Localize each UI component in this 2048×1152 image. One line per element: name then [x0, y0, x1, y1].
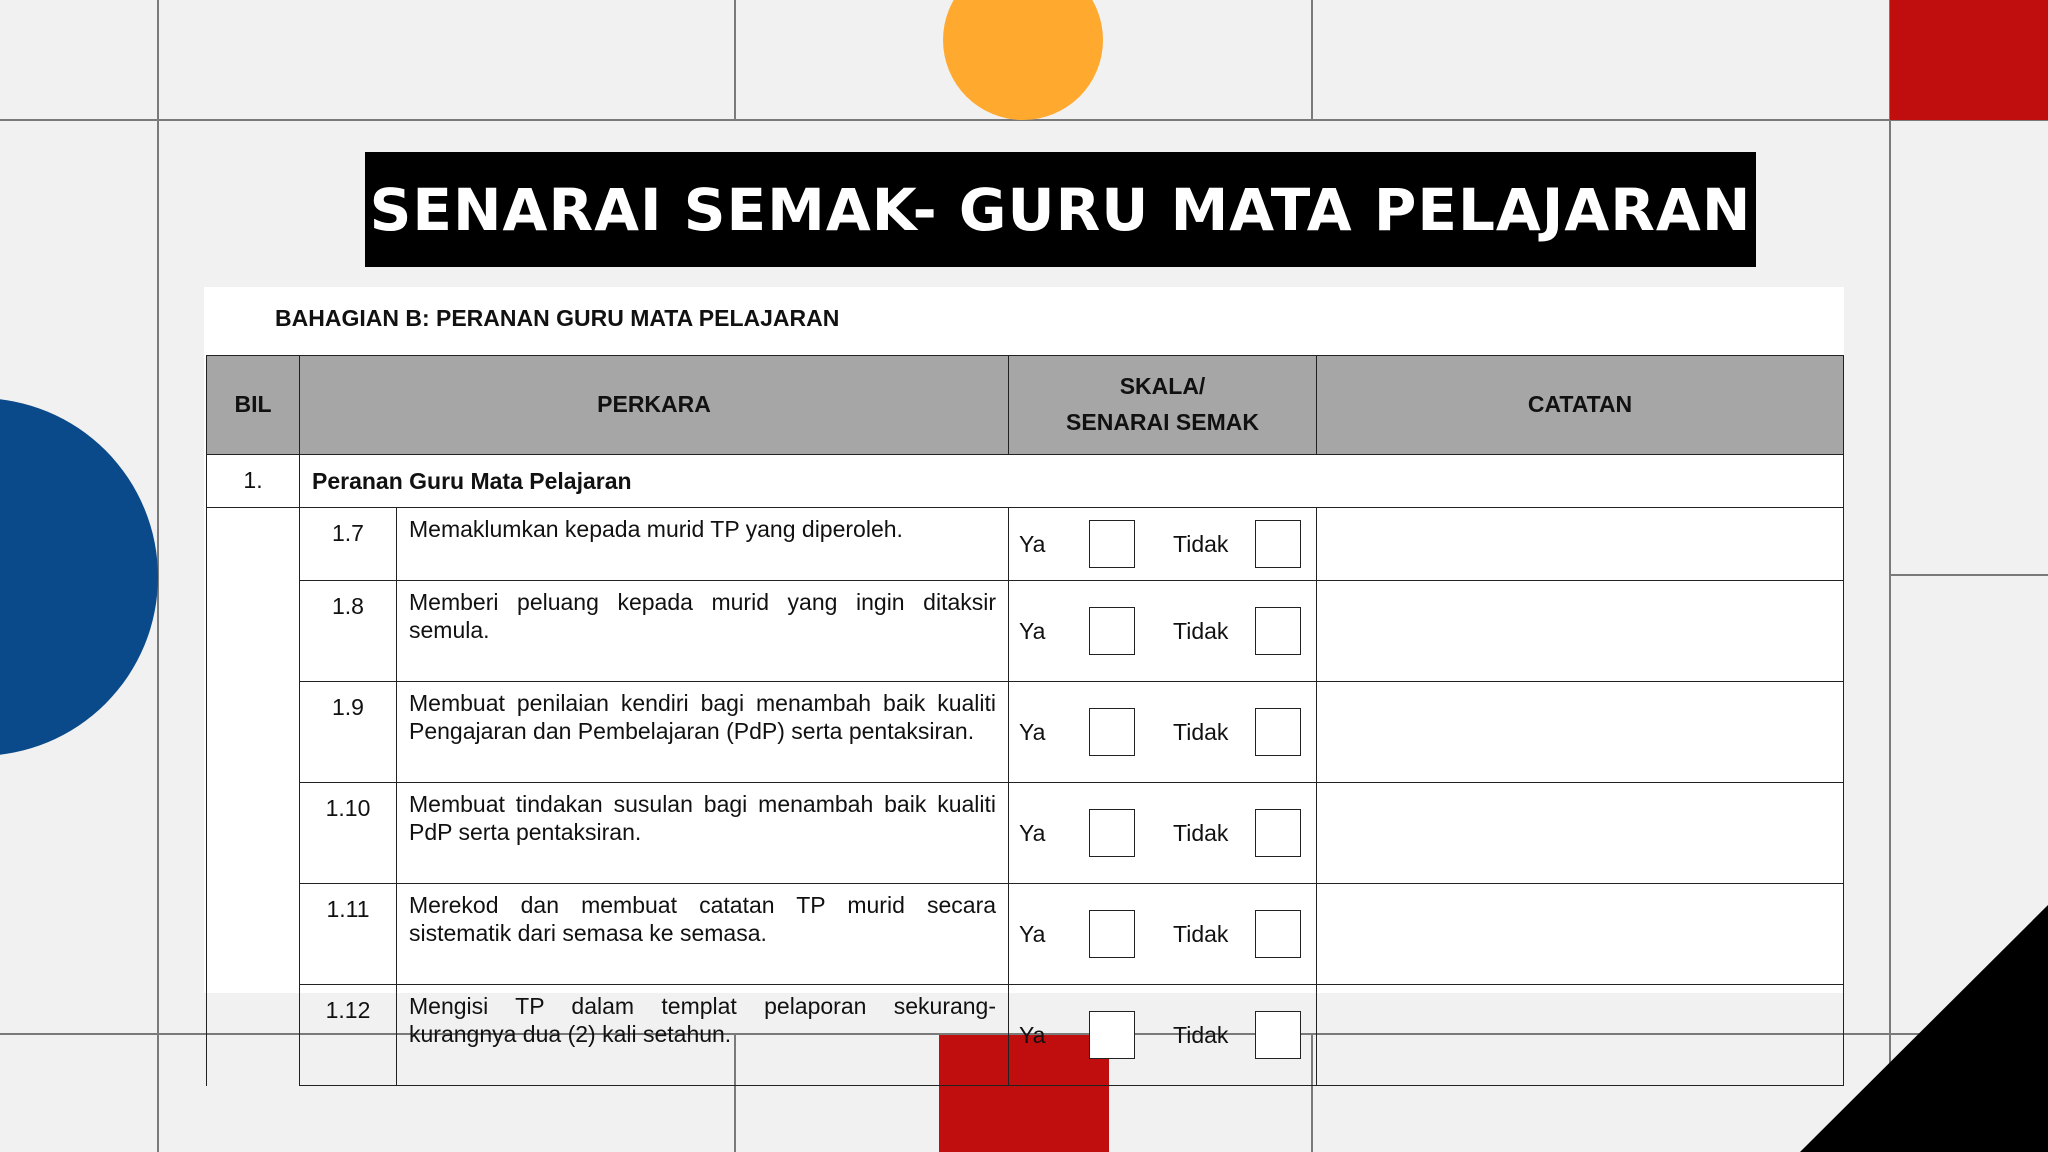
scale-cell	[1009, 783, 1317, 884]
header-skala-line1: SKALA/	[1119, 373, 1206, 400]
checklist-table	[206, 355, 1844, 1086]
scale-cell	[1009, 682, 1317, 783]
option-ya-label: Ya	[1019, 1021, 1046, 1048]
checkbox-ya[interactable]	[1089, 520, 1135, 568]
item-text: Membuat penilaian kendiri bagi menambah baik kualiti Pengajaran dan Pembelajaran (PdP) serta pentaksiran.	[397, 682, 1009, 783]
item-text: Merekod dan membuat catatan TP murid secara sistematik dari semasa ke semasa.	[397, 884, 1009, 985]
grid-line-right	[1889, 0, 1891, 1152]
checkbox-ya[interactable]	[1089, 708, 1135, 756]
item-number: 1.10	[300, 783, 397, 884]
table-row	[207, 581, 1844, 682]
option-ya-label: Ya	[1019, 819, 1046, 846]
item-number: 1.12	[300, 985, 397, 1086]
orange-circle-decoration	[943, 0, 1103, 120]
catatan-cell[interactable]	[1317, 783, 1844, 884]
option-tidak-label: Tidak	[1173, 920, 1229, 947]
checkbox-tidak[interactable]	[1255, 809, 1301, 857]
option-ya-label: Ya	[1019, 718, 1046, 745]
item-text: Memberi peluang kepada murid yang ingin ditaksir semula.	[397, 581, 1009, 682]
option-ya-label: Ya	[1019, 530, 1046, 557]
option-ya-label: Ya	[1019, 617, 1046, 644]
header-catatan: CATATAN	[1317, 356, 1844, 455]
bil-blank-cell	[207, 581, 300, 682]
section-title: BAHAGIAN B: PERANAN GURU MATA PELAJARAN	[275, 305, 840, 331]
header-skala	[1009, 356, 1317, 455]
grid-line-top-2	[1311, 0, 1313, 120]
catatan-cell[interactable]	[1317, 581, 1844, 682]
item-number: 1.8	[300, 581, 397, 682]
bil-blank-cell	[207, 508, 300, 581]
section-number: 1.	[207, 455, 300, 508]
table-row	[207, 783, 1844, 884]
checkbox-tidak[interactable]	[1255, 1011, 1301, 1059]
item-text: Mengisi TP dalam templat pelaporan sekurang-kurangnya dua (2) kali setahun.	[397, 985, 1009, 1086]
header-perkara: PERKARA	[300, 356, 1009, 455]
catatan-cell[interactable]	[1317, 985, 1844, 1086]
table-row	[207, 985, 1844, 1086]
scale-cell	[1009, 985, 1317, 1086]
checkbox-ya[interactable]	[1089, 809, 1135, 857]
header-bil: BIL	[207, 356, 300, 455]
bil-blank-cell	[207, 985, 300, 1086]
bil-blank-cell	[207, 783, 300, 884]
option-tidak-label: Tidak	[1173, 819, 1229, 846]
blue-circle-decoration	[0, 398, 158, 756]
catatan-cell[interactable]	[1317, 508, 1844, 581]
title-bar	[365, 152, 1756, 267]
catatan-cell[interactable]	[1317, 884, 1844, 985]
option-tidak-label: Tidak	[1173, 530, 1229, 557]
item-number: 1.9	[300, 682, 397, 783]
item-number: 1.11	[300, 884, 397, 985]
checkbox-ya[interactable]	[1089, 910, 1135, 958]
table-row	[207, 682, 1844, 783]
section-label: Peranan Guru Mata Pelajaran	[300, 455, 1844, 508]
option-tidak-label: Tidak	[1173, 718, 1229, 745]
scale-cell	[1009, 581, 1317, 682]
table-header-row	[207, 356, 1844, 455]
item-text: Memaklumkan kepada murid TP yang diperoleh.	[397, 508, 1009, 581]
grid-line-right-mid	[1890, 574, 2048, 576]
bil-blank-cell	[207, 682, 300, 783]
bil-blank-cell	[207, 884, 300, 985]
header-skala-line2: SENARAI SEMAK	[1066, 409, 1259, 435]
red-rectangle-top-decoration	[1890, 0, 2048, 120]
grid-line-top-1	[734, 0, 736, 120]
scale-cell	[1009, 508, 1317, 581]
option-tidak-label: Tidak	[1173, 1021, 1229, 1048]
checkbox-ya[interactable]	[1089, 1011, 1135, 1059]
checkbox-tidak[interactable]	[1255, 607, 1301, 655]
slide-title: SENARAI SEMAK- GURU MATA PELAJARAN	[369, 175, 1752, 244]
table-row	[207, 884, 1844, 985]
option-ya-label: Ya	[1019, 920, 1046, 947]
checklist-document	[204, 287, 1844, 1048]
checkbox-tidak[interactable]	[1255, 708, 1301, 756]
checkbox-tidak[interactable]	[1255, 910, 1301, 958]
scale-cell	[1009, 884, 1317, 985]
option-tidak-label: Tidak	[1173, 617, 1229, 644]
table-row	[207, 508, 1844, 581]
checkbox-tidak[interactable]	[1255, 520, 1301, 568]
item-text: Membuat tindakan susulan bagi menambah baik kualiti PdP serta pentaksiran.	[397, 783, 1009, 884]
item-number: 1.7	[300, 508, 397, 581]
catatan-cell[interactable]	[1317, 682, 1844, 783]
section-row	[207, 455, 1844, 508]
checkbox-ya[interactable]	[1089, 607, 1135, 655]
